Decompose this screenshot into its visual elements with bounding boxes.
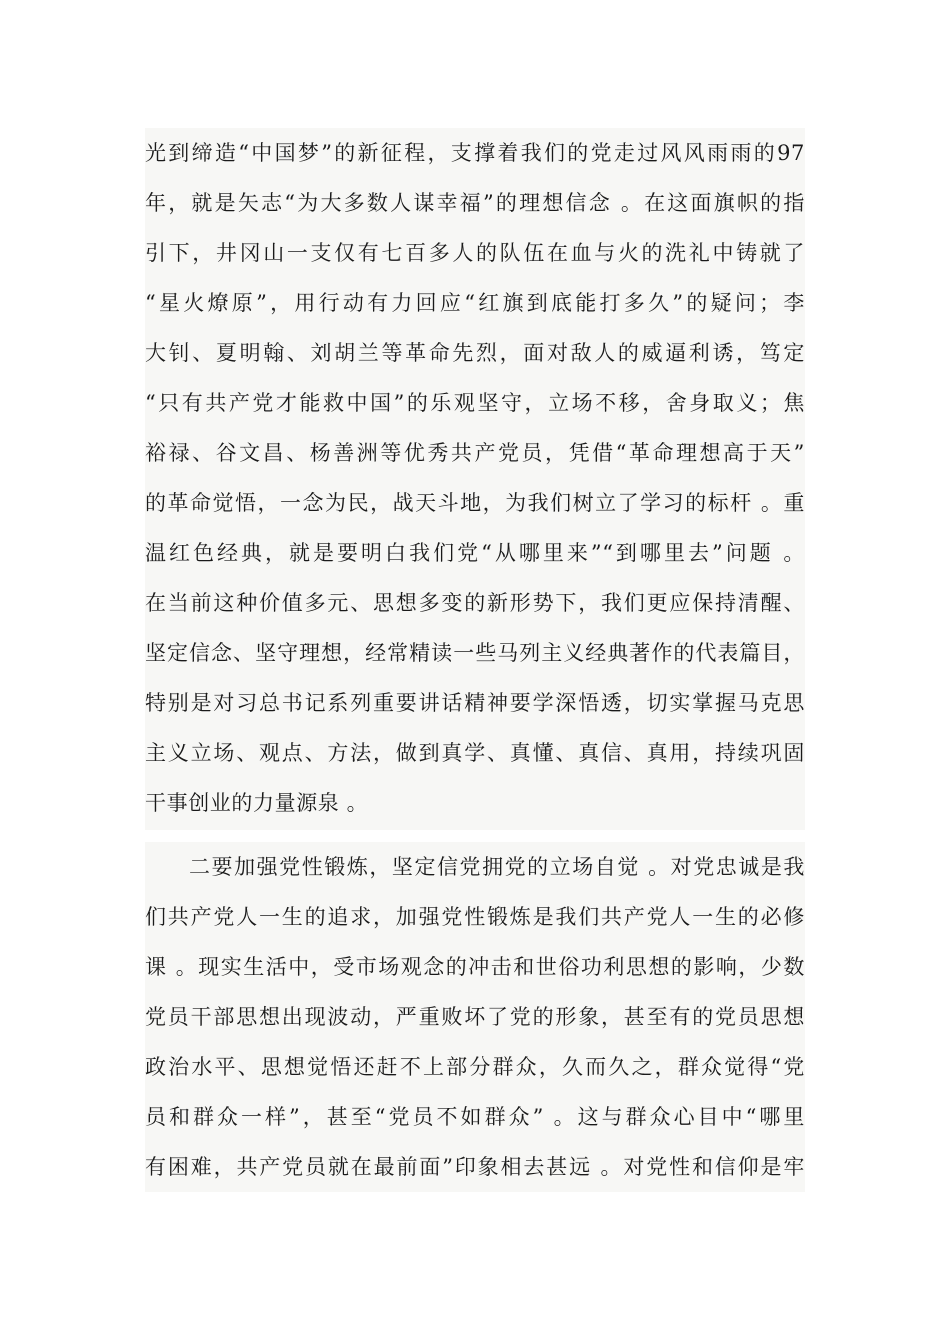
paragraph-1-line-13: 主义立场、观点、方法，做到真学、真懂、真信、真用，持续巩固 xyxy=(145,741,805,765)
paragraph-1-line-5: 大钊、夏明翰、刘胡兰等革命先烈，面对敌人的威逼利诱，笃定 xyxy=(145,341,805,365)
paragraph-2 xyxy=(145,842,805,1192)
paragraph-2-line-3: 课 。现实生活中，受市场观念的冲击和世俗功利思想的影响，少数 xyxy=(145,955,805,979)
paragraph-1-line-14: 干事创业的力量源泉 。 xyxy=(145,791,369,815)
paragraph-1-line-9: 温红色经典，就是要明白我们党“从哪里来”“到哪里去”问题 。 xyxy=(145,541,805,565)
paragraph-1-line-2: 年，就是矢志“为大多数人谋幸福”的理想信念 。在这面旗帜的指 xyxy=(145,191,805,215)
paragraph-1-line-11: 坚定信念、坚守理想，经常精读一些马列主义经典著作的代表篇目， xyxy=(145,641,805,665)
paragraph-1-line-12: 特别是对习总书记系列重要讲话精神要学深悟透，切实掌握马克思 xyxy=(145,691,805,715)
paragraph-2-line-6: 员和群众一样”，甚至“党员不如群众” 。这与群众心目中“哪里 xyxy=(145,1105,805,1129)
paragraph-1-line-4: “星火燎原”，用行动有力回应“红旗到底能打多久”的疑问；李 xyxy=(145,291,805,315)
paragraph-1 xyxy=(145,128,805,830)
paragraph-2-line-2: 们共产党人一生的追求，加强党性锻炼是我们共产党人一生的必修 xyxy=(145,905,805,929)
paragraph-1-line-7: 裕禄、谷文昌、杨善洲等优秀共产党员，凭借“革命理想高于天” xyxy=(145,441,805,465)
paragraph-2-line-7: 有困难，共产党员就在最前面”印象相去甚远 。对党性和信仰是牢 xyxy=(145,1155,805,1179)
paragraph-2-line-1: 二要加强党性锻炼，坚定信党拥党的立场自觉 。对党忠诚是我 xyxy=(189,855,805,879)
paragraph-2-line-4: 党员干部思想出现波动，严重败坏了党的形象，甚至有的党员思想 xyxy=(145,1005,805,1029)
paragraph-1-line-1: 光到缔造“中国梦”的新征程，支撑着我们的党走过风风雨雨的97 xyxy=(145,141,805,165)
paragraph-1-line-8: 的革命觉悟，一念为民，战天斗地，为我们树立了学习的标杆 。重 xyxy=(145,491,805,515)
paragraph-1-line-3: 引下，井冈山一支仅有七百多人的队伍在血与火的洗礼中铸就了 xyxy=(145,241,805,265)
paragraph-1-line-6: “只有共产党才能救中国”的乐观坚守，立场不移，舍身取义；焦 xyxy=(145,391,805,415)
paragraph-1-line-10: 在当前这种价值多元、思想多变的新形势下，我们更应保持清醒、 xyxy=(145,591,805,615)
paragraph-2-line-5: 政治水平、思想觉悟还赶不上部分群众，久而久之，群众觉得“党 xyxy=(145,1055,805,1079)
